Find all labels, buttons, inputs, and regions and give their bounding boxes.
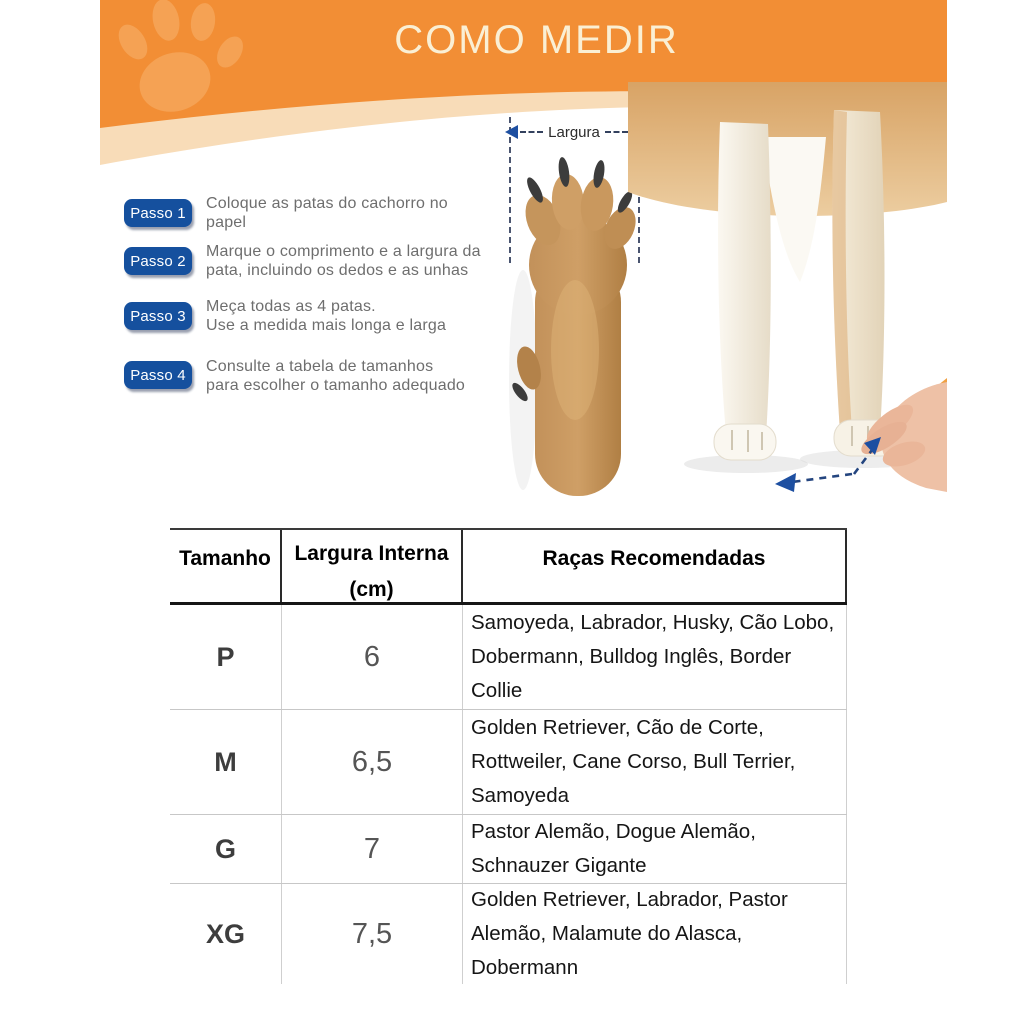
table-row-xg	[170, 884, 847, 984]
arrow-dash	[605, 131, 628, 133]
cell-breeds: Golden Retriever, Labrador, Pastor Alemão, Malamute do Alasca, Dobermann	[463, 884, 847, 984]
step-1-line-1: Coloque as patas do cachorro no	[206, 195, 448, 212]
arrow-left-icon	[775, 473, 796, 492]
cell-breeds: Pastor Alemão, Dogue Alemão, Schnauzer Gigante	[463, 815, 847, 883]
dog-left-leg	[718, 122, 771, 436]
width-label: Largura	[548, 123, 600, 141]
step-text-1	[206, 195, 496, 232]
step-2-line-2: pata, incluindo os dedos e as unhas	[206, 261, 469, 279]
header-width-line-2: (cm)	[349, 577, 394, 601]
dog-legs-photo	[628, 82, 947, 507]
step-3-line-2: Use a medida mais longa e larga	[206, 316, 447, 334]
step-text-2	[206, 243, 496, 280]
cell-width: 6	[282, 605, 463, 709]
arrow-left-icon	[505, 125, 518, 139]
table-header-row	[170, 530, 847, 605]
cell-width: 7	[282, 815, 463, 883]
table-row-g	[170, 815, 847, 884]
step-2-line-1: Marque o comprimento e a largura da	[206, 243, 481, 260]
step-3-line-1: Meça todas as 4 patas.	[206, 298, 376, 315]
cell-size: G	[170, 815, 282, 883]
step-badge-2: Passo 2	[124, 247, 192, 275]
cell-size: XG	[170, 884, 282, 984]
step-badge-3: Passo 3	[124, 302, 192, 330]
step-badge-1: Passo 1	[124, 199, 192, 227]
step-text-3	[206, 298, 496, 335]
page-title: COMO MEDIR	[394, 18, 679, 62]
cell-breeds: Samoyeda, Labrador, Husky, Cão Lobo, Dobermann, Bulldog Inglês, Border Collie	[463, 605, 847, 709]
header-breeds: Raças Recomendadas	[463, 530, 847, 602]
cell-size: P	[170, 605, 282, 709]
arrow-dash	[520, 131, 543, 133]
step-4-line-1: Consulte a tabela de tamanhos	[206, 358, 434, 375]
step-badge-4: Passo 4	[124, 361, 192, 389]
table-row-p	[170, 605, 847, 710]
header-width-line-1: Largura Interna	[294, 541, 449, 565]
cell-size: M	[170, 710, 282, 814]
table-row-m	[170, 710, 847, 815]
size-table	[170, 528, 847, 984]
cell-breeds: Golden Retriever, Cão de Corte, Rottweiler, Cane Corso, Bull Terrier, Samoyeda	[463, 710, 847, 814]
cell-width: 6,5	[282, 710, 463, 814]
width-measure-arrow	[505, 123, 643, 141]
step-text-4	[206, 358, 496, 395]
header-width	[282, 530, 463, 602]
cell-width: 7,5	[282, 884, 463, 984]
step-4-line-2: para escolher o tamanho adequado	[206, 376, 466, 394]
step-1-line-2: papel	[206, 213, 247, 231]
header-size: Tamanho	[170, 530, 282, 602]
